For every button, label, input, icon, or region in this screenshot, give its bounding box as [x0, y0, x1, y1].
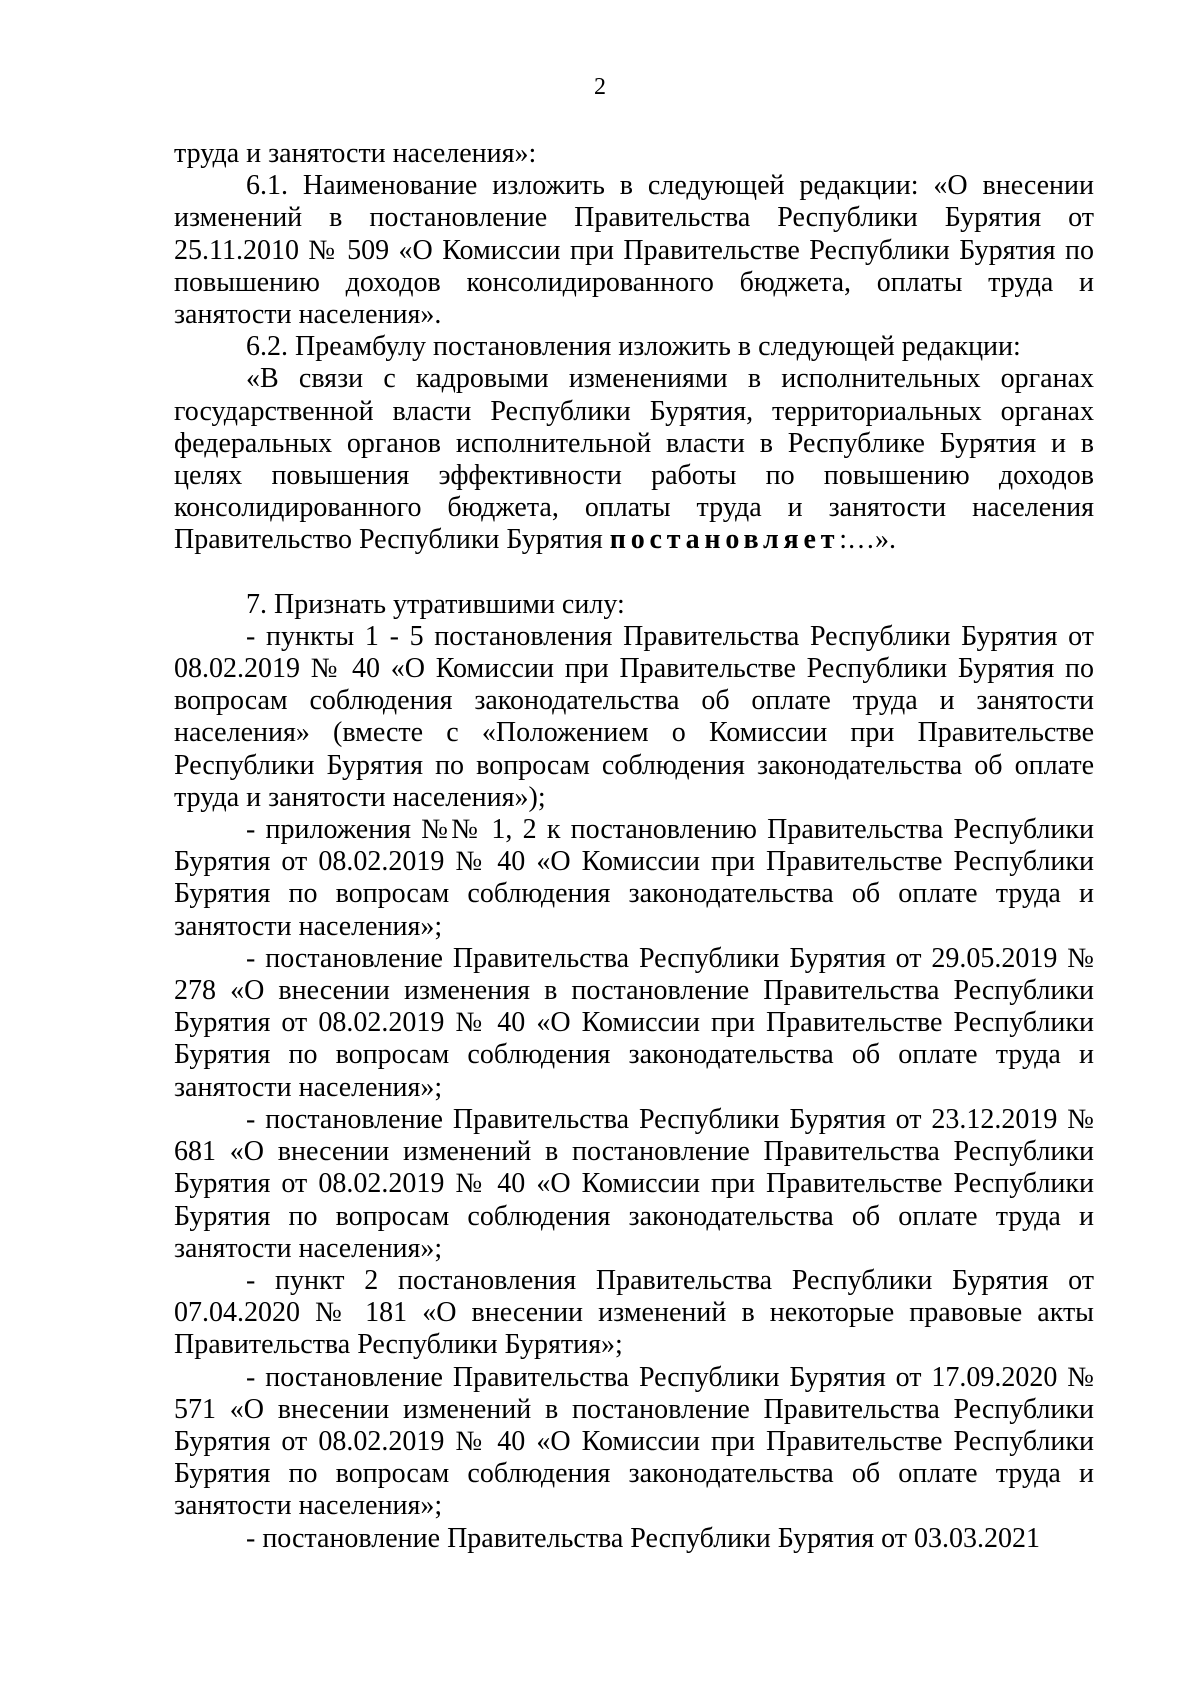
list-item-4: - постановление Правительства Республики Бурятия от 23.12.2019 № 681 «О внесении изменений в постановление Правительства Республики Бурятия от 08.02.2019 № 40 «О Комиссии при Правительстве Республики Бурятия по вопросам соблюдения законодательства об оплате труда и занятости населения»; [174, 1103, 1094, 1264]
list-item-3: - постановление Правительства Республики Бурятия от 29.05.2019 № 278 «О внесении изменения в постановление Правительства Республики Бурятия от 08.02.2019 № 40 «О Комиссии при Правительстве Республики Бурятия по вопросам соблюдения законодательства об оплате труда и занятости населения»; [174, 942, 1094, 1103]
paragraph-6-1: 6.1. Наименование изложить в следующей редакции: «О внесении изменений в постановление Правительства Республики Бурятия от 25.11.2010 № 509 «О Комиссии при Правительстве Республики Бурятия по повышению доходов консолидированного бюджета, оплаты труда и занятости населения». [174, 170, 1094, 331]
document-body [174, 138, 1094, 1555]
list-item-5: - пункт 2 постановления Правительства Республики Бурятия от 07.04.2020 № 181 «О внесении изменений в некоторые правовые акты Правительства Республики Бурятия»; [174, 1264, 1094, 1361]
paragraph-spacer [174, 557, 1094, 589]
list-item-6: - постановление Правительства Республики Бурятия от 17.09.2020 № 571 «О внесении изменений в постановление Правительства Республики Бурятия от 08.02.2019 № 40 «О Комиссии при Правительстве Республики Бурятия по вопросам соблюдения законодательства об оплате труда и занятости населения»; [174, 1361, 1094, 1522]
paragraph-continuation: труда и занятости населения»: [174, 138, 537, 169]
list-item-1: - пункты 1 - 5 постановления Правительства Республики Бурятия от 08.02.2019 № 40 «О Комиссии при Правительстве Республики Бурятия по вопросам соблюдения законодательства об оплате труда и занятости населения» (вместе с «Положением о Комиссии при Правительстве Республики Бурятия по вопросам соблюдения законодательства об оплате труда и занятости населения»); [174, 620, 1094, 813]
list-item-2: - приложения №№ 1, 2 к постановлению Правительства Республики Бурятия от 08.02.2019 № 40 «О Комиссии при Правительстве Республики Бурятия по вопросам соблюдения законодательства об оплате труда и занятости населения»; [174, 814, 1094, 942]
preamble-emphasis: постановляет [609, 524, 840, 556]
list-item-7: - постановление Правительства Республики Бурятия от 03.03.2021 [246, 1522, 1040, 1554]
preamble-text: «В связи с кадровыми изменениями в исполнительных органах государственной власти Республики Бурятия, территориальных органах федеральных органов исполнительной власти в Республике Бурятия и в целях повышения эффективности работы по повышению доходов консолидированного бюджета, оплаты труда и занятости населения Правительство Республики Бурятия [174, 363, 1094, 556]
preamble-ending: :…». [839, 524, 897, 556]
paragraph-7: 7. Признать утратившими силу: [246, 588, 625, 620]
paragraph-6-2: 6.2. Преамбулу постановления изложить в следующей редакции: [246, 331, 1021, 363]
page-number: 2 [594, 74, 606, 100]
preamble-quote [174, 363, 1094, 556]
